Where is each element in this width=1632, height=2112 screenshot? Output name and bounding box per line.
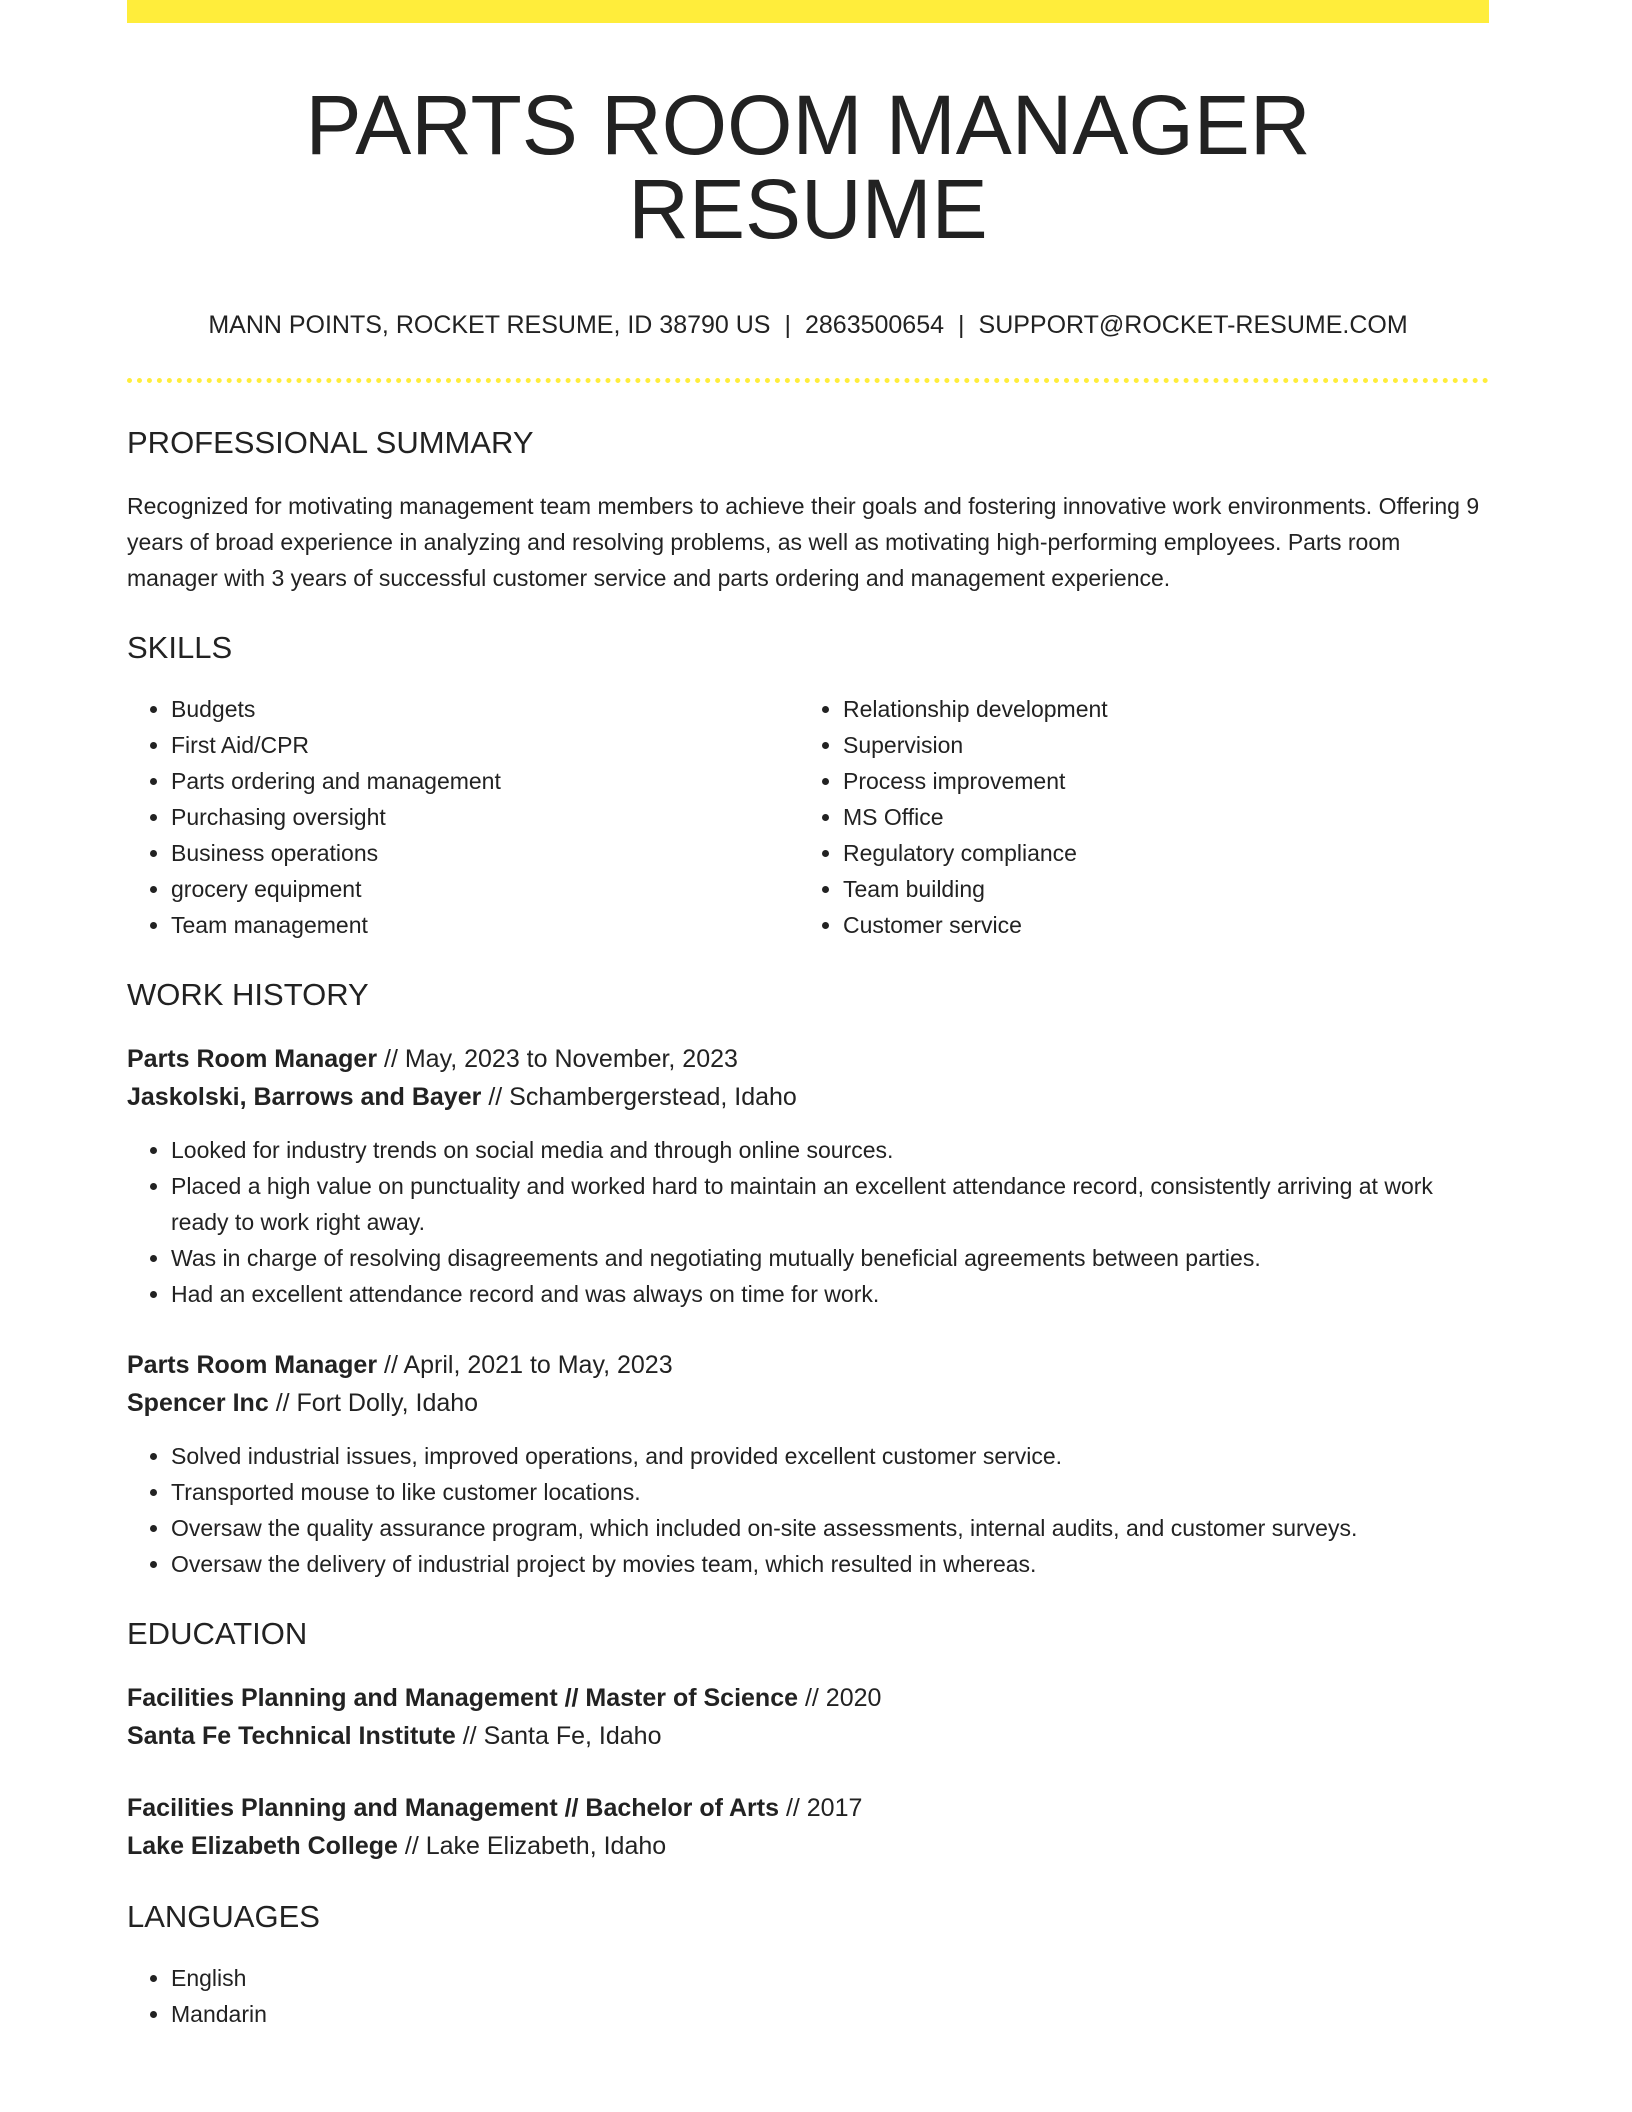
skill-item: • Parts ordering and management bbox=[171, 763, 799, 799]
skill-item: • Relationship development bbox=[843, 691, 1471, 727]
job-bullet: • Was in charge of resolving disagreements and negotiating mutually beneficial agreements between parties. bbox=[171, 1240, 1489, 1276]
education-entry bbox=[127, 1679, 1489, 1755]
summary-text: Recognized for motivating management team members to achieve their goals and fostering innovative work environments. Offering 9 years of broad experience in analyzing and resolving problems, as well as motivating high-performing employees. Parts room manager with 3 years of successful customer service and parts ordering and management experience. bbox=[127, 493, 1480, 591]
language-item: • Mandarin bbox=[171, 1996, 1489, 2032]
work-history-heading: WORK HISTORY bbox=[127, 977, 369, 1012]
skills-column-right bbox=[799, 691, 1471, 943]
resume-title: PARTS ROOM MANAGER RESUME bbox=[305, 78, 1311, 256]
resume-page bbox=[127, 0, 1489, 2032]
education-location: // Santa Fe, Idaho bbox=[462, 1722, 662, 1750]
job-location: // Schambergerstead, Idaho bbox=[488, 1083, 797, 1111]
skill-item: • Team management bbox=[171, 907, 799, 943]
contact-line bbox=[127, 313, 1489, 338]
header-divider bbox=[127, 378, 1489, 383]
job-header bbox=[127, 1346, 1489, 1422]
summary-heading: PROFESSIONAL SUMMARY bbox=[127, 425, 534, 460]
education-year: // 2017 bbox=[785, 1794, 863, 1822]
education-year: // 2020 bbox=[804, 1684, 882, 1712]
skill-item: • Budgets bbox=[171, 691, 799, 727]
contact-address: MANN POINTS, ROCKET RESUME, ID 38790 US bbox=[208, 311, 771, 339]
skills-heading: SKILLS bbox=[127, 630, 233, 665]
job-header bbox=[127, 1040, 1489, 1116]
job-bullet: • Had an excellent attendance record and was always on time for work. bbox=[171, 1276, 1489, 1312]
skills-grid bbox=[127, 691, 1489, 943]
education-heading: EDUCATION bbox=[127, 1616, 308, 1651]
skill-item: • MS Office bbox=[843, 799, 1471, 835]
skills-column-left bbox=[127, 691, 799, 943]
contact-phone: 2863500654 bbox=[804, 311, 945, 339]
skill-item: • Customer service bbox=[843, 907, 1471, 943]
skill-item: • Team building bbox=[843, 871, 1471, 907]
languages-heading: LANGUAGES bbox=[127, 1899, 320, 1934]
job-company: Spencer Inc bbox=[127, 1389, 269, 1417]
skill-item: • Supervision bbox=[843, 727, 1471, 763]
skill-item: • Purchasing oversight bbox=[171, 799, 799, 835]
education-entry bbox=[127, 1789, 1489, 1865]
contact-separator: | bbox=[784, 311, 791, 339]
job-dates: // May, 2023 to November, 2023 bbox=[384, 1045, 738, 1073]
job-bullet: • Placed a high value on punctuality and worked hard to maintain an excellent attendance record, consistently arriving at work ready to work right away. bbox=[171, 1168, 1489, 1240]
job-bullets bbox=[127, 1438, 1489, 1582]
job-dates: // April, 2021 to May, 2023 bbox=[384, 1351, 673, 1379]
skill-item: • grocery equipment bbox=[171, 871, 799, 907]
contact-separator: | bbox=[958, 311, 965, 339]
job-bullets bbox=[127, 1132, 1489, 1312]
skill-item: • First Aid/CPR bbox=[171, 727, 799, 763]
languages-list bbox=[127, 1960, 1489, 2032]
job-bullet: • Looked for industry trends on social media and through online sources. bbox=[171, 1132, 1489, 1168]
job-location: // Fort Dolly, Idaho bbox=[275, 1389, 479, 1417]
job-company: Jaskolski, Barrows and Bayer bbox=[127, 1083, 482, 1111]
skill-item: • Business operations bbox=[171, 835, 799, 871]
job-entry bbox=[127, 1346, 1489, 1582]
job-entry bbox=[127, 1040, 1489, 1312]
top-accent-bar bbox=[127, 0, 1489, 23]
job-bullet: • Oversaw the quality assurance program, which included on-site assessments, internal audits, and customer surveys. bbox=[171, 1510, 1489, 1546]
job-bullet: • Transported mouse to like customer locations. bbox=[171, 1474, 1489, 1510]
education-school: Lake Elizabeth College bbox=[127, 1832, 398, 1860]
skill-item: • Regulatory compliance bbox=[843, 835, 1471, 871]
job-title: Parts Room Manager bbox=[127, 1351, 378, 1379]
education-school: Santa Fe Technical Institute bbox=[127, 1722, 456, 1750]
skill-item: • Process improvement bbox=[843, 763, 1471, 799]
contact-email: SUPPORT@ROCKET-RESUME.COM bbox=[978, 311, 1408, 339]
education-degree: Facilities Planning and Management // Master of Science bbox=[127, 1684, 799, 1712]
job-title: Parts Room Manager bbox=[127, 1045, 378, 1073]
job-bullet: • Oversaw the delivery of industrial project by movies team, which resulted in whereas. bbox=[171, 1546, 1489, 1582]
education-location: // Lake Elizabeth, Idaho bbox=[404, 1832, 667, 1860]
language-item: • English bbox=[171, 1960, 1489, 1996]
education-degree: Facilities Planning and Management // Bachelor of Arts bbox=[127, 1794, 779, 1822]
job-bullet: • Solved industrial issues, improved operations, and provided excellent customer service. bbox=[171, 1438, 1489, 1474]
